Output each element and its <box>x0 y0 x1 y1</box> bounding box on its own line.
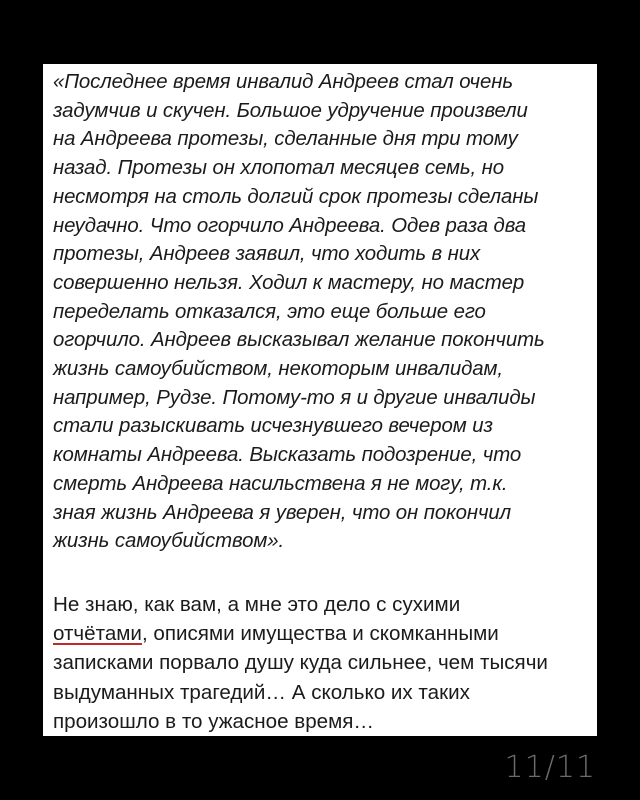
quote-paragraph <box>53 68 597 556</box>
quote-line: огорчило. Андреев высказывал желание покончить <box>53 329 545 352</box>
quote-line: совершенно нельзя. Ходил к мастеру, но мастер <box>53 271 525 294</box>
quote-line: жизнь самоубийством». <box>53 530 285 553</box>
quote-line: «Последнее время инвалид Андреев стал очень <box>53 71 513 93</box>
page-counter: 11/11 <box>504 750 596 785</box>
quote-line: например, Рудзе. Потому-то я и другие инвалиды <box>53 386 536 409</box>
quote-line: комнаты Андреева. Высказать подозрение, что <box>53 444 522 467</box>
commentary-line: произошло в то ужасное время… <box>53 709 375 733</box>
quote-line: задумчив и скучен. Большое удручение произвели <box>53 99 528 122</box>
quote-line: неудачно. Что огорчило Андреева. Одев раза два <box>53 214 527 237</box>
commentary-line-rest: , описями имущества и скомканными <box>141 622 499 646</box>
quote-line: переделать отказался, это еще больше его <box>53 300 486 323</box>
commentary-line: выдуманных трагедий… А сколько их таких <box>53 680 470 704</box>
quote-line: стали разыскивать исчезнувшего вечером из <box>53 415 493 438</box>
spellcheck-underlined-word: отчётами <box>53 622 142 646</box>
quote-line: назад. Протезы он хлопотал месяцев семь, но <box>53 157 504 180</box>
commentary-paragraph <box>53 590 597 736</box>
quote-line: жизнь самоубийством, некоторым инвалидам, <box>53 358 503 381</box>
commentary-line <box>53 619 597 648</box>
document-page <box>43 64 597 736</box>
commentary-line: записками порвало душу куда сильнее, чем тысячи <box>53 651 548 675</box>
quote-line: смерть Андреева насильствена я не могу, т.к. <box>53 472 508 495</box>
quote-line: зная жизнь Андреева я уверен, что он покончил <box>53 501 512 524</box>
commentary-line: Не знаю, как вам, а мне это дело с сухими <box>53 593 461 616</box>
quote-line: несмотря на столь долгий срок протезы сделаны <box>53 185 539 208</box>
quote-line: на Андреева протезы, сделанные дня три тому <box>53 128 518 151</box>
quote-line: протезы, Андреев заявил, что ходить в них <box>53 243 481 266</box>
